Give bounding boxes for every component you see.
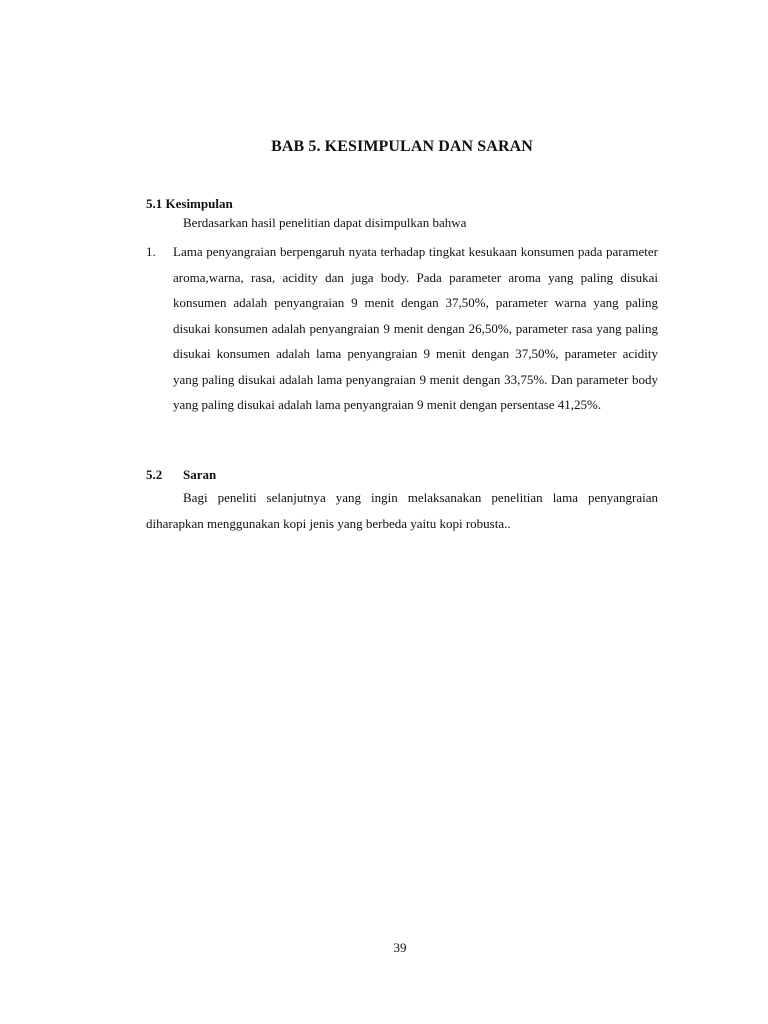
chapter-title: BAB 5. KESIMPULAN DAN SARAN (271, 138, 533, 155)
list-item-number: 1. (146, 244, 156, 259)
list-item-text: Lama penyangraian berpengaruh nyata terhadap tingkat kesukaan konsumen pada parameter aroma,warna, rasa, acidity dan juga body. Pada parameter aroma yang paling disukai konsumen adalah penyangraian 9 menit dengan 37,50%, parameter warna yang paling disukai konsumen adalah penyangraian 9 menit dengan 26,50%, parameter rasa yang paling disukai konsumen adalah lama penyangraian 9 menit dengan 37,50%, parameter acidity yang paling disukai adalah lama penyangraian 9 menit dengan 33,75%. Dan parameter body yang paling disukai adalah lama penyangraian 9 menit dengan persentase 41,25%. (173, 244, 658, 412)
page-number: 39 (393, 940, 407, 955)
conclusion-intro: Berdasarkan hasil penelitian dapat disimpulkan bahwa (183, 215, 467, 230)
section-title: Saran (183, 467, 217, 482)
section-number: 5.2 (146, 467, 163, 482)
section-heading-kesimpulan: 5.1 Kesimpulan (146, 196, 233, 211)
suggestion-paragraph: Bagi peneliti selanjutnya yang ingin melaksanakan penelitian lama penyangraian diharapkan menggunakan kopi jenis yang berbeda yaitu kopi robusta.. (146, 490, 658, 531)
section-heading-saran (146, 467, 216, 483)
